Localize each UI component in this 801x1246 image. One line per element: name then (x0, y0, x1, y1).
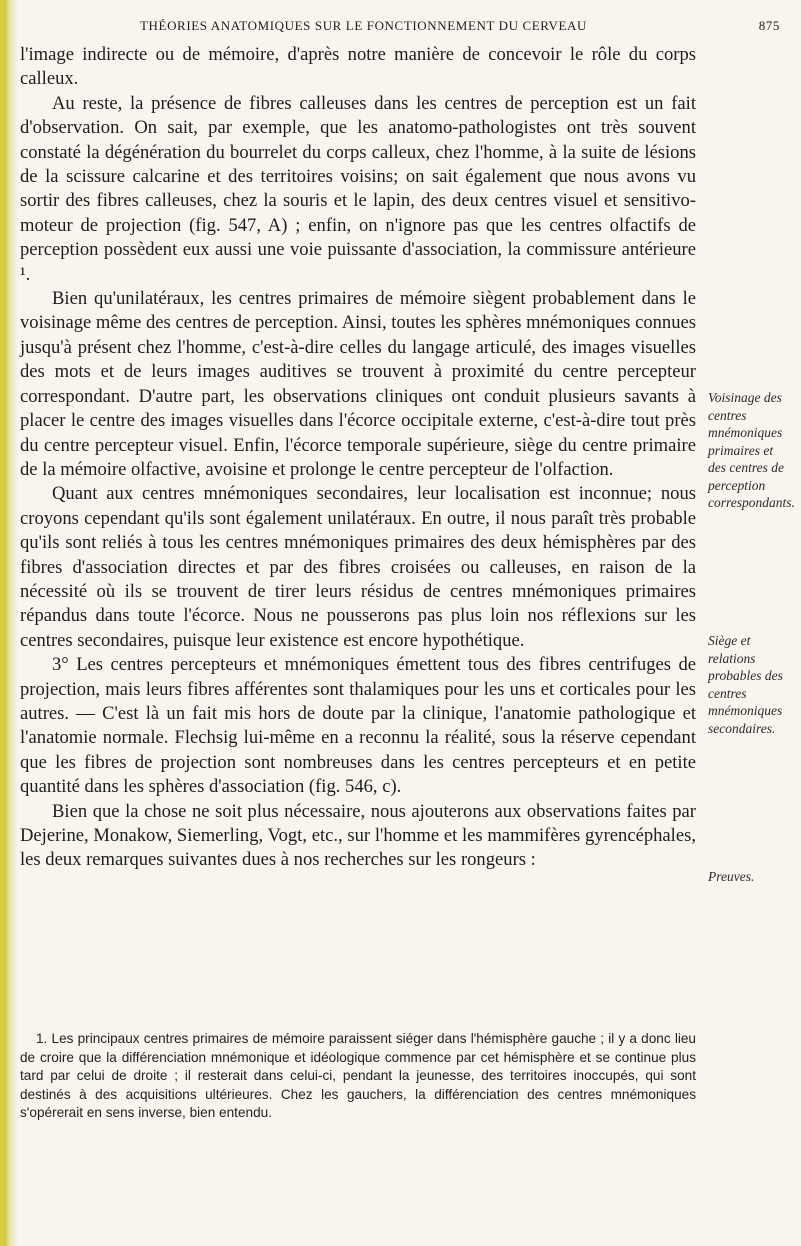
page-binding-edge (0, 0, 18, 1246)
margin-note-neighbourhood: Voisinage des centres mnémoniques primaires et des centres de perception correspondants. (708, 390, 795, 510)
margin-note-proofs: Preuves. (708, 869, 755, 884)
paragraph-continuation: l'image indirecte ou de mémoire, d'après notre manière de concevoir le rôle du corps calleux. (20, 44, 696, 90)
margin-note-secondary: Siège et relations probables des centres mnémoniques secondaires. (708, 633, 783, 736)
footnote-1: 1. Les principaux centres primaires de mémoire paraissent siéger dans l'hémisphère gauche ; il y a donc lieu de croire que la différenciation mnémonique et idéologique commence par cet hémisphère et se continue plus tard par celui de droite ; il resterait dans celui-ci, pendant la jeunesse, des territoires inoccupés, qui sont destinés à des acquisitions ultérieures. Chez les gauchers, la différenciation des centres mnémoniques s'opérerait en sens inverse, bien entendu. (20, 1031, 696, 1121)
paragraph-section-3: 3° Les centres percepteurs et mnémoniques émettent tous des fibres centrifuges de projection, mais leurs fibres afférentes sont thalamiques pour les uns et corticales pour les autres. — C'est là un fait mis hors de doute par la clinique, l'anatomie pathologique et l'anatomie normale. Flechsig lui-même en a reconnu la réalité, sous la réserve cependant que les fibres de projection sont nombreuses dans les centres percepteurs et en petite quantité dans les sphères d'association (fig. 546, c). (20, 654, 696, 798)
paragraph-primary-memory-centres: Bien qu'unilatéraux, les centres primaires de mémoire siègent probablement dans le voisinage même des centres de perception. Ainsi, toutes les sphères mnémoniques connues jusqu'à présent chez l'homme, c'est-à-dire celles du langage articulé, des images visuelles des mots et de leurs images auditives se trouvent à proximité du centre percepteur correspondant. D'autre part, les observations cliniques ont conduit plusieurs savants à placer le centre des images visuelles dans l'écorce occipitale externe, c'est-à-dire tout près du centre percepteur visuel. Enfin, l'écorce temporale supérieure, siège du centre primaire de la mémoire olfactive, avoisine et prolonge le centre percepteur de l'olfaction. (20, 288, 696, 480)
main-text (20, 43, 696, 873)
running-head-title: THÉORIES ANATOMIQUES SUR LE FONCTIONNEMENT DU CERVEAU (140, 18, 588, 33)
running-head (140, 18, 780, 38)
paragraph-callosal-fibres: Au reste, la présence de fibres calleuses dans les centres de perception est un fait d'observation. On sait, par exemple, que les anatomo-pathologistes ont très souvent constaté la dégénération du bourrelet du corps calleux, chez l'homme, à la suite de lésions de la scissure calcarine et des territoires voisins; on sait également que nous avons vu sortir des fibres calleuses, chez la souris et le lapin, des deux centres visuel et sensitivo-moteur de projection (fig. 547, A) ; enfin, on n'ignore pas que les centres olfactifs de perception possèdent eux aussi une voie puissante d'association, la commissure antérieure ¹. (20, 92, 696, 285)
footnotes (20, 1030, 696, 1123)
page-number: 875 (758, 18, 780, 33)
paragraph-secondary-centres: Quant aux centres mnémoniques secondaires, leur localisation est inconnue; nous croyons cependant qu'ils sont également unilatéraux. En outre, il nous paraît très probable qu'ils sont reliés à tous les centres mnémoniques primaires des deux hémisphères par des fibres d'association directes et par des fibres croisées ou calleuses, en raison de la nécessité où ils se trouvent de tirer leurs résidus de centres mnémoniques primaires répandus dans toute l'écorce. Nous ne pousserons pas plus loin nos réflexions sur les centres secondaires, puisque leur existence est encore hypothétique. (20, 483, 696, 651)
paragraph-rodent-remarks: Bien que la chose ne soit plus nécessaire, nous ajouterons aux observations faites par Dejerine, Monakow, Siemerling, Vogt, etc., sur l'homme et les mammifères gyrencéphales, les deux remarques suivantes dues à nos recherches sur les rongeurs : (20, 800, 696, 871)
